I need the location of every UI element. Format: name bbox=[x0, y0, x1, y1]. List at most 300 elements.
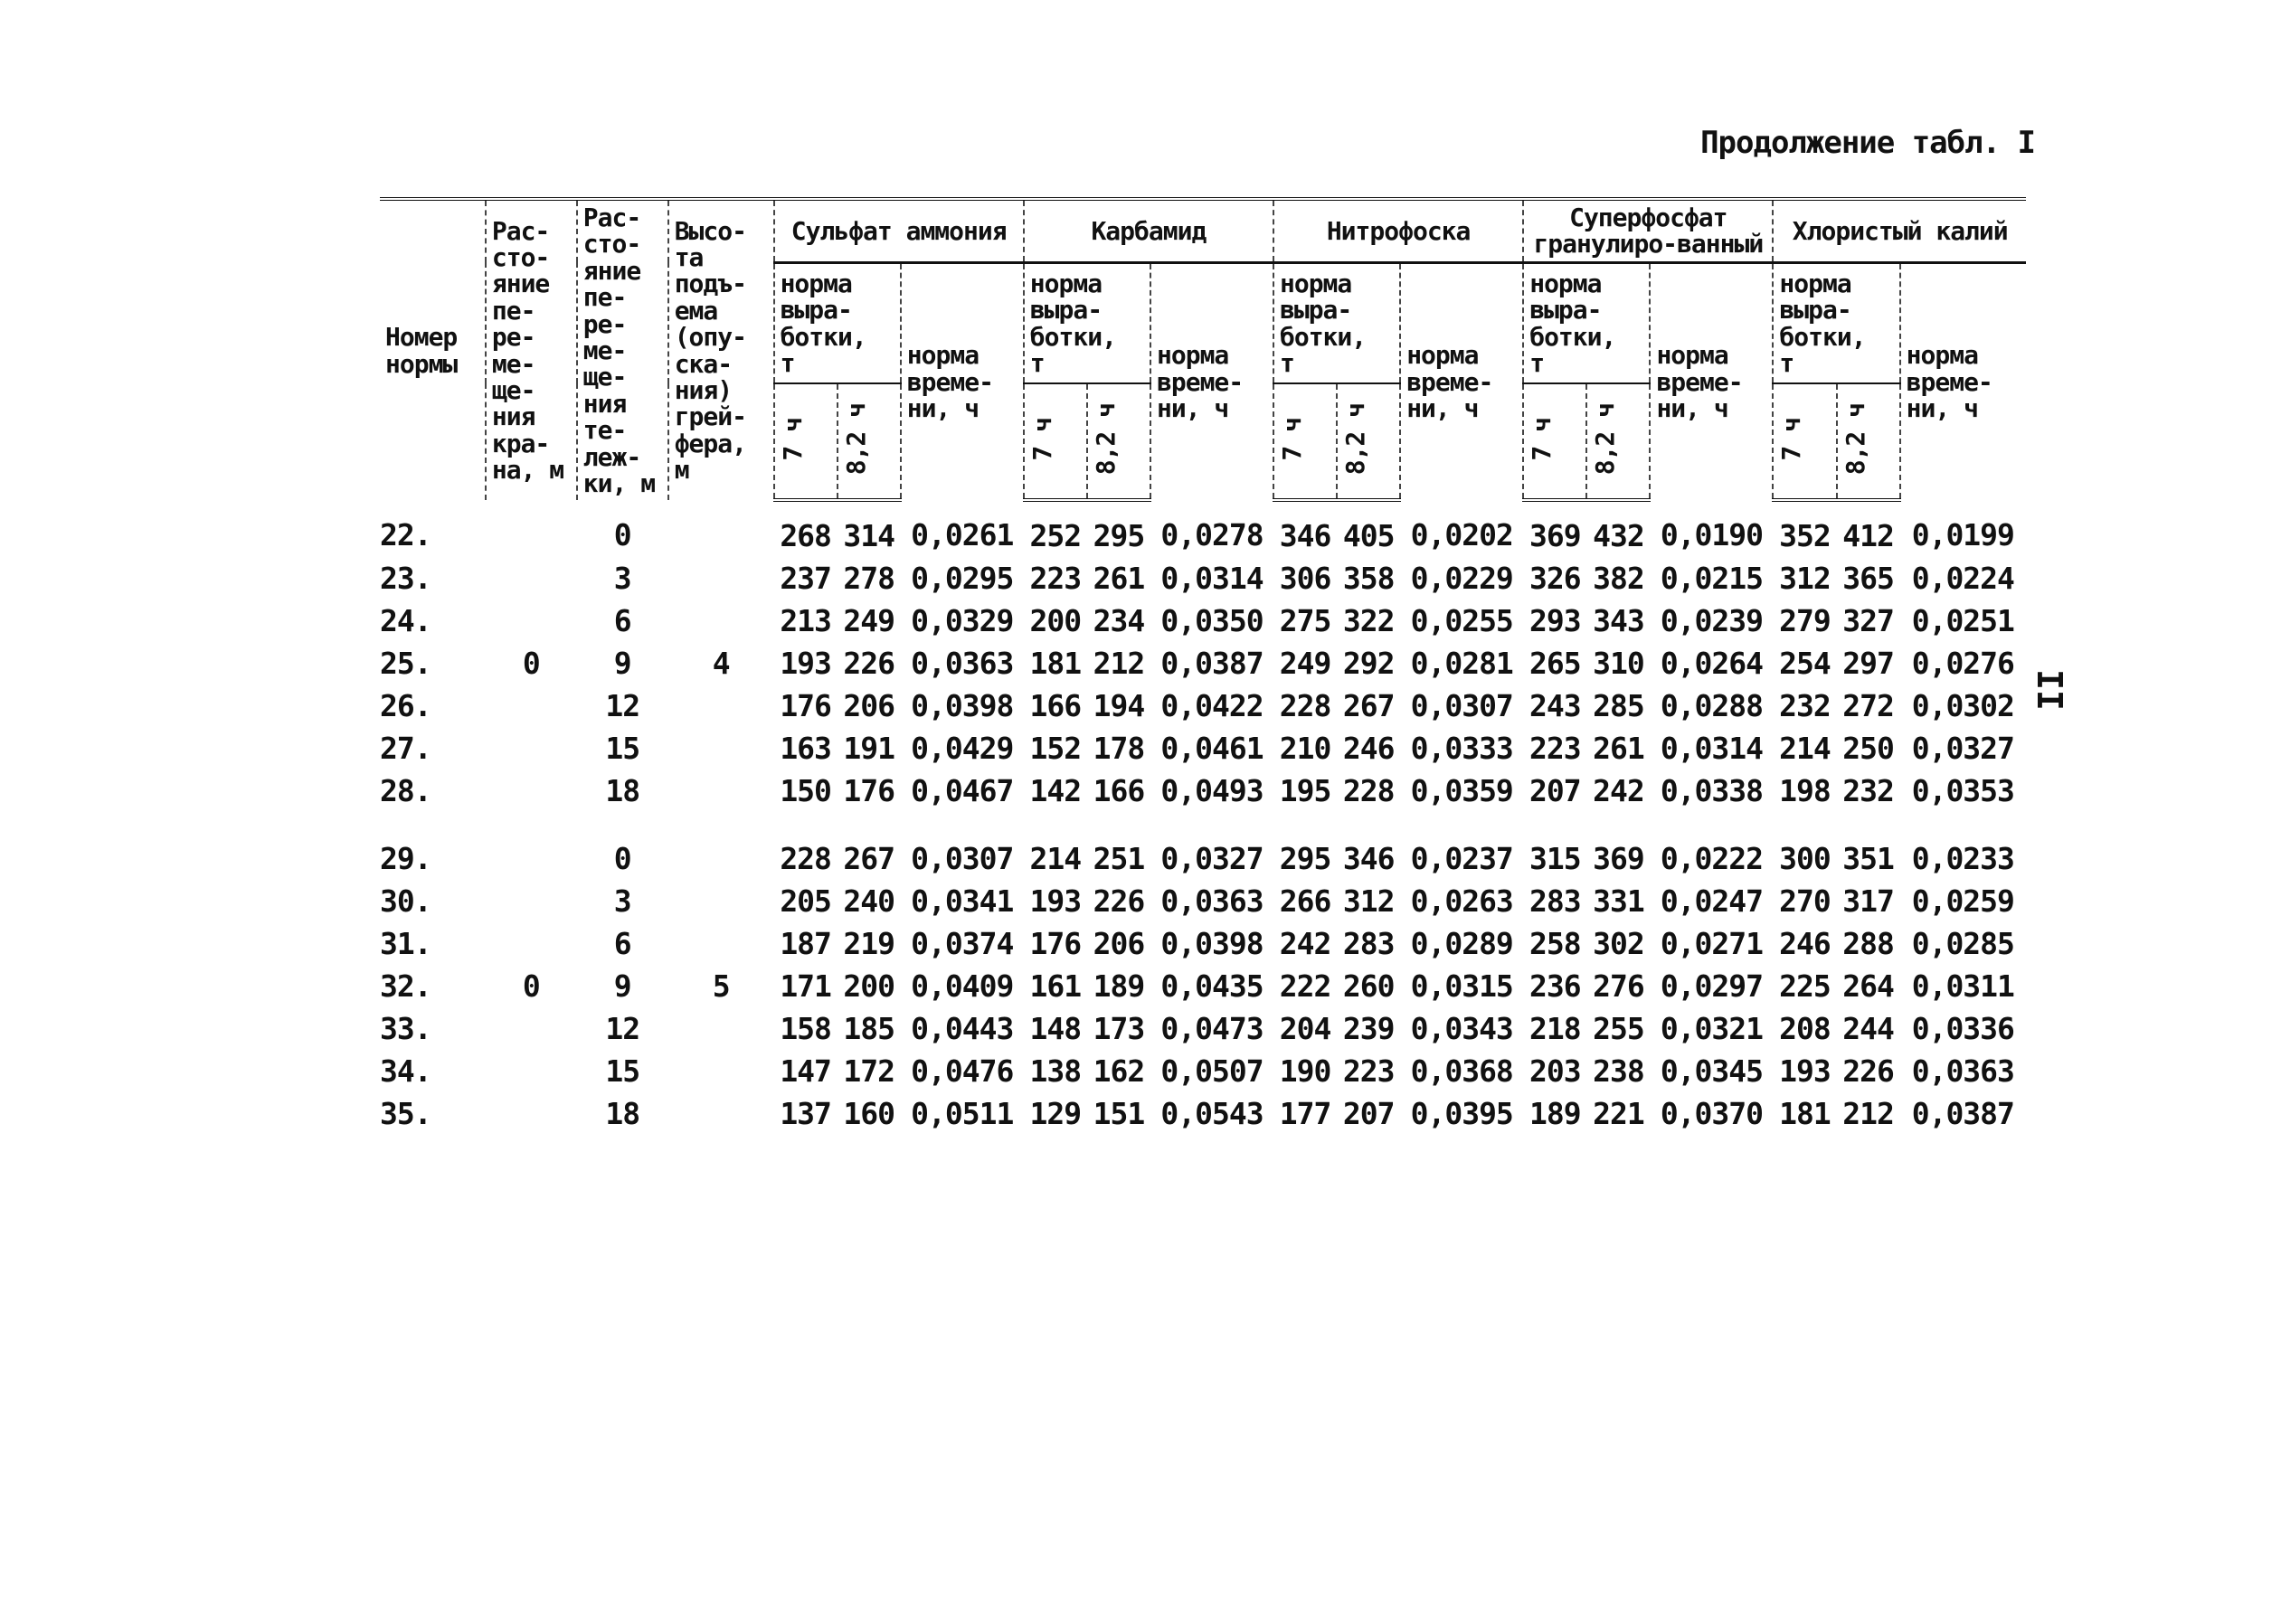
output-norm-cell: 223 bbox=[1529, 731, 1581, 767]
time-norm-cell: 0,0395 bbox=[1410, 1096, 1513, 1132]
output-norm-cell: 194 bbox=[1093, 688, 1145, 724]
header-time-norm: норма време-ни, ч bbox=[901, 262, 1024, 500]
output-norm-cell: 250 bbox=[1842, 731, 1894, 767]
lift-height-cell bbox=[668, 837, 774, 880]
output-norm-cell: 226 bbox=[1842, 1053, 1894, 1090]
output-norm-cell: 226 bbox=[1093, 883, 1145, 920]
time-norm-cell: 0,0315 bbox=[1410, 968, 1513, 1005]
output-norm-cell: 234 bbox=[1093, 603, 1145, 639]
time-norm-cell: 0,0341 bbox=[911, 883, 1014, 920]
row-number: 23. bbox=[380, 561, 431, 597]
output-norm-cell: 129 bbox=[1029, 1096, 1082, 1132]
output-norm-cell: 238 bbox=[1593, 1053, 1644, 1090]
output-norm-cell: 204 bbox=[1279, 1011, 1331, 1047]
header-cap-8-2-label: 8,2 ч bbox=[840, 402, 871, 476]
time-norm-cell: 0,0264 bbox=[1660, 646, 1764, 682]
time-norm-cell: 0,0353 bbox=[1911, 773, 2014, 809]
header-cap-7 bbox=[1273, 383, 1337, 500]
time-norm-cell: 0,0345 bbox=[1660, 1053, 1764, 1090]
time-norm-cell: 0,0276 bbox=[1911, 646, 2014, 682]
time-norm-cell: 0,0215 bbox=[1660, 561, 1764, 597]
header-cap-8-2-label: 8,2 ч bbox=[1340, 402, 1371, 476]
output-norm-cell: 166 bbox=[1029, 688, 1082, 724]
header-cap-7 bbox=[1773, 383, 1836, 500]
time-norm-cell: 0,0333 bbox=[1410, 731, 1513, 767]
table-row bbox=[380, 965, 2026, 1007]
bridge-distance-cell bbox=[486, 500, 577, 557]
output-norm-cell: 206 bbox=[1093, 926, 1145, 962]
time-norm-cell: 0,0350 bbox=[1160, 603, 1264, 639]
output-norm-cell: 189 bbox=[1529, 1096, 1581, 1132]
header-product: Суперфосфат гранулиро-ванный bbox=[1523, 199, 1773, 262]
header-product: Сульфат аммония bbox=[774, 199, 1024, 262]
output-norm-cell: 158 bbox=[780, 1011, 831, 1047]
trolley-distance-cell: 15 bbox=[605, 731, 640, 767]
output-norm-cell: 260 bbox=[1342, 968, 1395, 1005]
output-norm-cell: 267 bbox=[1342, 688, 1395, 724]
output-norm-cell: 288 bbox=[1842, 926, 1894, 962]
header-output-norm: норма выра-ботки, т bbox=[1273, 262, 1400, 383]
table-row bbox=[380, 1092, 2026, 1135]
output-norm-cell: 295 bbox=[1279, 841, 1331, 877]
time-norm-cell: 0,0199 bbox=[1911, 517, 2014, 553]
row-number: 26. bbox=[380, 688, 431, 724]
output-norm-cell: 207 bbox=[1342, 1096, 1395, 1132]
output-norm-cell: 193 bbox=[780, 646, 831, 682]
time-norm-cell: 0,0359 bbox=[1410, 773, 1513, 809]
output-norm-cell: 246 bbox=[1342, 731, 1395, 767]
output-norm-cell: 317 bbox=[1842, 883, 1894, 920]
time-norm-cell: 0,0224 bbox=[1911, 561, 2014, 597]
output-norm-cell: 312 bbox=[1779, 561, 1831, 597]
time-norm-cell: 0,0259 bbox=[1911, 883, 2014, 920]
bridge-distance-cell: 0 bbox=[522, 646, 540, 682]
trolley-distance-cell: 18 bbox=[605, 773, 640, 809]
output-norm-cell: 343 bbox=[1593, 603, 1644, 639]
output-norm-cell: 239 bbox=[1342, 1011, 1395, 1047]
header-cap-7-label: 7 ч bbox=[1527, 417, 1557, 461]
lift-height-cell bbox=[668, 1050, 774, 1092]
output-norm-cell: 172 bbox=[843, 1053, 895, 1090]
time-norm-cell: 0,0363 bbox=[1911, 1053, 2014, 1090]
output-norm-cell: 176 bbox=[780, 688, 831, 724]
output-norm-cell: 187 bbox=[780, 926, 831, 962]
time-norm-cell: 0,0336 bbox=[1911, 1011, 2014, 1047]
group-spacer bbox=[380, 812, 2026, 837]
header-time-norm: норма време-ни, ч bbox=[1900, 262, 2026, 500]
bridge-distance-cell bbox=[486, 1007, 577, 1050]
lift-height-cell bbox=[668, 1092, 774, 1135]
time-norm-cell: 0,0229 bbox=[1410, 561, 1513, 597]
output-norm-cell: 190 bbox=[1279, 1053, 1331, 1090]
row-number: 35. bbox=[380, 1096, 431, 1132]
time-norm-cell: 0,0261 bbox=[911, 517, 1014, 553]
row-number: 34. bbox=[380, 1053, 431, 1090]
table-row bbox=[380, 770, 2026, 812]
output-norm-cell: 352 bbox=[1779, 518, 1831, 554]
row-number: 32. bbox=[380, 968, 431, 1005]
trolley-distance-cell: 3 bbox=[613, 883, 631, 920]
time-norm-cell: 0,0370 bbox=[1660, 1096, 1764, 1132]
time-norm-cell: 0,0302 bbox=[1911, 688, 2014, 724]
output-norm-cell: 275 bbox=[1279, 603, 1331, 639]
time-norm-cell: 0,0473 bbox=[1160, 1011, 1264, 1047]
time-norm-cell: 0,0222 bbox=[1660, 841, 1764, 877]
time-norm-cell: 0,0263 bbox=[1410, 883, 1513, 920]
output-norm-cell: 276 bbox=[1593, 968, 1644, 1005]
output-norm-cell: 142 bbox=[1029, 773, 1082, 809]
output-norm-cell: 223 bbox=[1342, 1053, 1395, 1090]
bridge-distance-cell bbox=[486, 557, 577, 600]
lift-height-cell bbox=[668, 770, 774, 812]
time-norm-cell: 0,0233 bbox=[1911, 841, 2014, 877]
output-norm-cell: 214 bbox=[1779, 731, 1831, 767]
output-norm-cell: 148 bbox=[1029, 1011, 1082, 1047]
output-norm-cell: 242 bbox=[1279, 926, 1331, 962]
output-norm-cell: 208 bbox=[1779, 1011, 1831, 1047]
table-row bbox=[380, 600, 2026, 642]
time-norm-cell: 0,0307 bbox=[911, 841, 1014, 877]
row-number: 29. bbox=[380, 841, 431, 877]
header-cap-7 bbox=[1024, 383, 1087, 500]
time-norm-cell: 0,0368 bbox=[1410, 1053, 1513, 1090]
output-norm-cell: 244 bbox=[1842, 1011, 1894, 1047]
output-norm-cell: 225 bbox=[1779, 968, 1831, 1005]
time-norm-cell: 0,0288 bbox=[1660, 688, 1764, 724]
output-norm-cell: 219 bbox=[843, 926, 895, 962]
time-norm-cell: 0,0237 bbox=[1410, 841, 1513, 877]
time-norm-cell: 0,0314 bbox=[1660, 731, 1764, 767]
table-row bbox=[380, 1050, 2026, 1092]
output-norm-cell: 249 bbox=[843, 603, 895, 639]
output-norm-cell: 200 bbox=[1029, 603, 1082, 639]
header-cap-7-label: 7 ч bbox=[1027, 417, 1057, 461]
output-norm-cell: 369 bbox=[1529, 518, 1581, 554]
output-norm-cell: 254 bbox=[1779, 646, 1831, 682]
header-product: Карбамид bbox=[1024, 199, 1273, 262]
output-norm-cell: 214 bbox=[1029, 841, 1082, 877]
output-norm-cell: 163 bbox=[780, 731, 831, 767]
time-norm-cell: 0,0363 bbox=[911, 646, 1014, 682]
output-norm-cell: 212 bbox=[1842, 1096, 1894, 1132]
output-norm-cell: 195 bbox=[1279, 773, 1331, 809]
table-row bbox=[380, 642, 2026, 685]
output-norm-cell: 236 bbox=[1529, 968, 1581, 1005]
output-norm-cell: 178 bbox=[1093, 731, 1145, 767]
output-norm-cell: 222 bbox=[1279, 968, 1331, 1005]
output-norm-cell: 346 bbox=[1279, 518, 1331, 554]
output-norm-cell: 405 bbox=[1342, 518, 1395, 554]
norms-table bbox=[380, 197, 2026, 1135]
lift-height-cell bbox=[668, 600, 774, 642]
output-norm-cell: 310 bbox=[1593, 646, 1644, 682]
output-norm-cell: 138 bbox=[1029, 1053, 1082, 1090]
time-norm-cell: 0,0374 bbox=[911, 926, 1014, 962]
output-norm-cell: 266 bbox=[1279, 883, 1331, 920]
output-norm-cell: 351 bbox=[1842, 841, 1894, 877]
output-norm-cell: 203 bbox=[1529, 1053, 1581, 1090]
bridge-distance-cell bbox=[486, 1050, 577, 1092]
time-norm-cell: 0,0467 bbox=[911, 773, 1014, 809]
output-norm-cell: 327 bbox=[1842, 603, 1894, 639]
time-norm-cell: 0,0507 bbox=[1160, 1053, 1264, 1090]
lift-height-cell bbox=[668, 685, 774, 727]
output-norm-cell: 218 bbox=[1529, 1011, 1581, 1047]
output-norm-cell: 228 bbox=[780, 841, 831, 877]
trolley-distance-cell: 15 bbox=[605, 1053, 640, 1090]
time-norm-cell: 0,0314 bbox=[1160, 561, 1264, 597]
trolley-distance-cell: 6 bbox=[613, 603, 631, 639]
time-norm-cell: 0,0289 bbox=[1410, 926, 1513, 962]
table-row bbox=[380, 837, 2026, 880]
output-norm-cell: 346 bbox=[1342, 841, 1395, 877]
row-number: 27. bbox=[380, 731, 431, 767]
output-norm-cell: 265 bbox=[1529, 646, 1581, 682]
output-norm-cell: 249 bbox=[1279, 646, 1331, 682]
output-norm-cell: 205 bbox=[780, 883, 831, 920]
output-norm-cell: 314 bbox=[843, 518, 895, 554]
table-row bbox=[380, 922, 2026, 965]
header-cap-7 bbox=[774, 383, 838, 500]
output-norm-cell: 191 bbox=[843, 731, 895, 767]
output-norm-cell: 306 bbox=[1279, 561, 1331, 597]
time-norm-cell: 0,0251 bbox=[1911, 603, 2014, 639]
output-norm-cell: 261 bbox=[1593, 731, 1644, 767]
output-norm-cell: 285 bbox=[1593, 688, 1644, 724]
header-output-norm: норма выра-ботки, т bbox=[1773, 262, 1899, 383]
output-norm-cell: 312 bbox=[1342, 883, 1395, 920]
lift-height-cell bbox=[668, 727, 774, 770]
output-norm-cell: 267 bbox=[843, 841, 895, 877]
output-norm-cell: 198 bbox=[1779, 773, 1831, 809]
trolley-distance-cell: 3 bbox=[613, 561, 631, 597]
time-norm-cell: 0,0476 bbox=[911, 1053, 1014, 1090]
bridge-distance-cell bbox=[486, 727, 577, 770]
time-norm-cell: 0,0247 bbox=[1660, 883, 1764, 920]
output-norm-cell: 264 bbox=[1842, 968, 1894, 1005]
time-norm-cell: 0,0443 bbox=[911, 1011, 1014, 1047]
output-norm-cell: 382 bbox=[1593, 561, 1644, 597]
time-norm-cell: 0,0311 bbox=[1911, 968, 2014, 1005]
trolley-distance-cell: 0 bbox=[613, 841, 631, 877]
output-norm-cell: 365 bbox=[1842, 561, 1894, 597]
output-norm-cell: 258 bbox=[1529, 926, 1581, 962]
output-norm-cell: 177 bbox=[1279, 1096, 1331, 1132]
header-cap-8-2 bbox=[1586, 383, 1650, 500]
output-norm-cell: 223 bbox=[1029, 561, 1082, 597]
bridge-distance-cell bbox=[486, 1092, 577, 1135]
time-norm-cell: 0,0338 bbox=[1660, 773, 1764, 809]
header-cap-7 bbox=[1523, 383, 1586, 500]
lift-height-cell bbox=[668, 557, 774, 600]
time-norm-cell: 0,0387 bbox=[1160, 646, 1264, 682]
table-row bbox=[380, 880, 2026, 922]
bridge-distance-cell bbox=[486, 922, 577, 965]
table-row bbox=[380, 500, 2026, 557]
output-norm-cell: 251 bbox=[1093, 841, 1145, 877]
output-norm-cell: 237 bbox=[780, 561, 831, 597]
time-norm-cell: 0,0297 bbox=[1660, 968, 1764, 1005]
output-norm-cell: 278 bbox=[843, 561, 895, 597]
output-norm-cell: 207 bbox=[1529, 773, 1581, 809]
time-norm-cell: 0,0327 bbox=[1911, 731, 2014, 767]
table-row bbox=[380, 557, 2026, 600]
output-norm-cell: 279 bbox=[1779, 603, 1831, 639]
output-norm-cell: 293 bbox=[1529, 603, 1581, 639]
time-norm-cell: 0,0255 bbox=[1410, 603, 1513, 639]
trolley-distance-cell: 12 bbox=[605, 1011, 640, 1047]
bridge-distance-cell bbox=[486, 837, 577, 880]
output-norm-cell: 176 bbox=[843, 773, 895, 809]
time-norm-cell: 0,0307 bbox=[1410, 688, 1513, 724]
header-time-norm: норма време-ни, ч bbox=[1650, 262, 1773, 500]
output-norm-cell: 331 bbox=[1593, 883, 1644, 920]
time-norm-cell: 0,0435 bbox=[1160, 968, 1264, 1005]
row-number: 22. bbox=[380, 517, 431, 553]
header-output-norm: норма выра-ботки, т bbox=[1024, 262, 1150, 383]
output-norm-cell: 242 bbox=[1593, 773, 1644, 809]
output-norm-cell: 171 bbox=[780, 968, 831, 1005]
output-norm-cell: 210 bbox=[1279, 731, 1331, 767]
time-norm-cell: 0,0202 bbox=[1410, 517, 1513, 553]
time-norm-cell: 0,0343 bbox=[1410, 1011, 1513, 1047]
output-norm-cell: 212 bbox=[1093, 646, 1145, 682]
header-lift-height: Высо-та подъ-ема (опу-ска-ния) грей-фера, м bbox=[668, 199, 774, 500]
time-norm-cell: 0,0387 bbox=[1911, 1096, 2014, 1132]
bridge-distance-cell bbox=[486, 685, 577, 727]
header-product: Хлористый калий bbox=[1773, 199, 2026, 262]
time-norm-cell: 0,0409 bbox=[911, 968, 1014, 1005]
output-norm-cell: 232 bbox=[1779, 688, 1831, 724]
header-output-norm: норма выра-ботки, т bbox=[1523, 262, 1650, 383]
output-norm-cell: 161 bbox=[1029, 968, 1082, 1005]
lift-height-cell bbox=[668, 1007, 774, 1050]
time-norm-cell: 0,0278 bbox=[1160, 517, 1264, 553]
output-norm-cell: 193 bbox=[1029, 883, 1082, 920]
output-norm-cell: 147 bbox=[780, 1053, 831, 1090]
lift-height-cell bbox=[668, 500, 774, 557]
lift-height-cell bbox=[668, 922, 774, 965]
output-norm-cell: 272 bbox=[1842, 688, 1894, 724]
row-number: 25. bbox=[380, 646, 431, 682]
output-norm-cell: 206 bbox=[843, 688, 895, 724]
time-norm-cell: 0,0398 bbox=[911, 688, 1014, 724]
header-output-norm: норма выра-ботки, т bbox=[774, 262, 901, 383]
time-norm-cell: 0,0239 bbox=[1660, 603, 1764, 639]
output-norm-cell: 283 bbox=[1342, 926, 1395, 962]
output-norm-cell: 326 bbox=[1529, 561, 1581, 597]
output-norm-cell: 297 bbox=[1842, 646, 1894, 682]
output-norm-cell: 252 bbox=[1029, 518, 1082, 554]
output-norm-cell: 315 bbox=[1529, 841, 1581, 877]
header-cap-8-2 bbox=[1087, 383, 1150, 500]
trolley-distance-cell: 18 bbox=[605, 1096, 640, 1132]
table-row bbox=[380, 727, 2026, 770]
time-norm-cell: 0,0285 bbox=[1911, 926, 2014, 962]
output-norm-cell: 302 bbox=[1593, 926, 1644, 962]
output-norm-cell: 283 bbox=[1529, 883, 1581, 920]
header-bridge-distance: Рас-сто-яние пе-ре-ме-ще-ния кра-на, м bbox=[486, 199, 577, 500]
lift-height-cell: 4 bbox=[712, 646, 730, 682]
output-norm-cell: 226 bbox=[843, 646, 895, 682]
output-norm-cell: 150 bbox=[780, 773, 831, 809]
trolley-distance-cell: 6 bbox=[613, 926, 631, 962]
output-norm-cell: 176 bbox=[1029, 926, 1082, 962]
row-number: 33. bbox=[380, 1011, 431, 1047]
lift-height-cell bbox=[668, 880, 774, 922]
trolley-distance-cell: 9 bbox=[613, 968, 631, 1005]
bridge-distance-cell bbox=[486, 770, 577, 812]
lift-height-cell: 5 bbox=[712, 968, 730, 1005]
output-norm-cell: 240 bbox=[843, 883, 895, 920]
header-cap-7-label: 7 ч bbox=[1776, 417, 1807, 461]
time-norm-cell: 0,0295 bbox=[911, 561, 1014, 597]
output-norm-cell: 412 bbox=[1842, 518, 1894, 554]
time-norm-cell: 0,0398 bbox=[1160, 926, 1264, 962]
output-norm-cell: 232 bbox=[1842, 773, 1894, 809]
output-norm-cell: 270 bbox=[1779, 883, 1831, 920]
output-norm-cell: 246 bbox=[1779, 926, 1831, 962]
output-norm-cell: 162 bbox=[1093, 1053, 1145, 1090]
output-norm-cell: 185 bbox=[843, 1011, 895, 1047]
output-norm-cell: 181 bbox=[1779, 1096, 1831, 1132]
time-norm-cell: 0,0543 bbox=[1160, 1096, 1264, 1132]
header-time-norm: норма време-ни, ч bbox=[1150, 262, 1273, 500]
header-cap-8-2 bbox=[838, 383, 901, 500]
output-norm-cell: 221 bbox=[1593, 1096, 1644, 1132]
output-norm-cell: 173 bbox=[1093, 1011, 1145, 1047]
time-norm-cell: 0,0327 bbox=[1160, 841, 1264, 877]
output-norm-cell: 261 bbox=[1093, 561, 1145, 597]
time-norm-cell: 0,0321 bbox=[1660, 1011, 1764, 1047]
output-norm-cell: 228 bbox=[1279, 688, 1331, 724]
bridge-distance-cell bbox=[486, 600, 577, 642]
output-norm-cell: 268 bbox=[780, 518, 831, 554]
trolley-distance-cell: 0 bbox=[613, 517, 631, 553]
time-norm-cell: 0,0190 bbox=[1660, 517, 1764, 553]
bridge-distance-cell: 0 bbox=[522, 968, 540, 1005]
output-norm-cell: 213 bbox=[780, 603, 831, 639]
time-norm-cell: 0,0461 bbox=[1160, 731, 1264, 767]
header-cap-7-label: 7 ч bbox=[777, 417, 808, 461]
header-cap-8-2 bbox=[1837, 383, 1900, 500]
table-body bbox=[380, 500, 2026, 1135]
output-norm-cell: 432 bbox=[1593, 518, 1644, 554]
header-product: Нитрофоска bbox=[1273, 199, 1523, 262]
output-norm-cell: 358 bbox=[1342, 561, 1395, 597]
output-norm-cell: 292 bbox=[1342, 646, 1395, 682]
time-norm-cell: 0,0363 bbox=[1160, 883, 1264, 920]
output-norm-cell: 322 bbox=[1342, 603, 1395, 639]
row-number: 24. bbox=[380, 603, 431, 639]
output-norm-cell: 160 bbox=[843, 1096, 895, 1132]
output-norm-cell: 228 bbox=[1342, 773, 1395, 809]
table-header bbox=[380, 199, 2026, 500]
header-trolley-distance: Рас-сто-яние пе-ре-ме-ще-ния те-леж-ки, м bbox=[577, 199, 668, 500]
output-norm-cell: 151 bbox=[1093, 1096, 1145, 1132]
output-norm-cell: 137 bbox=[780, 1096, 831, 1132]
header-time-norm: норма време-ни, ч bbox=[1400, 262, 1523, 500]
output-norm-cell: 189 bbox=[1093, 968, 1145, 1005]
header-cap-8-2 bbox=[1337, 383, 1400, 500]
header-cap-8-2-label: 8,2 ч bbox=[1590, 402, 1621, 476]
time-norm-cell: 0,0429 bbox=[911, 731, 1014, 767]
output-norm-cell: 243 bbox=[1529, 688, 1581, 724]
page-number: II bbox=[2030, 669, 2069, 711]
time-norm-cell: 0,0493 bbox=[1160, 773, 1264, 809]
time-norm-cell: 0,0422 bbox=[1160, 688, 1264, 724]
continuation-caption: Продолжение табл. I bbox=[1700, 125, 2035, 161]
